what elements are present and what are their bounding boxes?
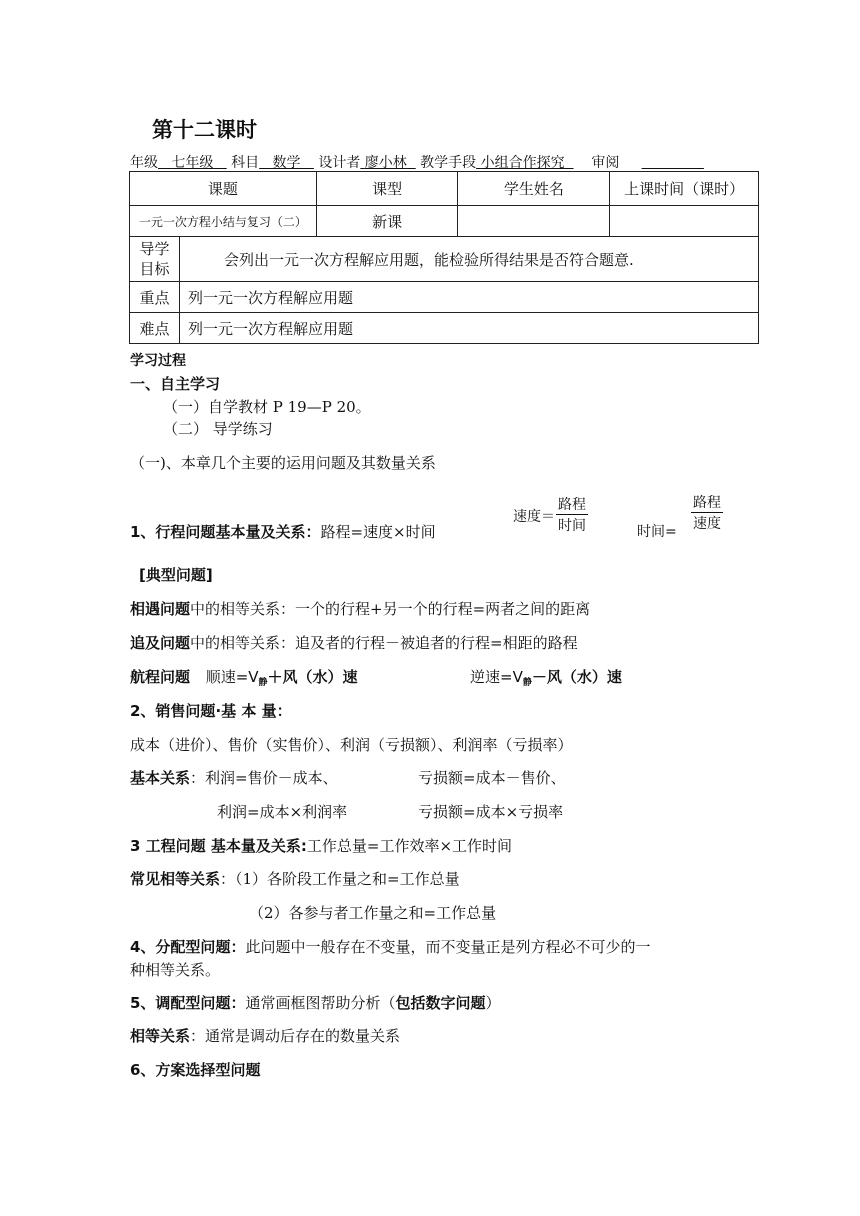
designer-value: 廖小林	[364, 155, 407, 171]
difficulty-text: 列一元一次方程解应用题	[179, 313, 758, 344]
page-title: 第十二课时	[152, 118, 257, 142]
difficulty-label: 难点	[130, 313, 180, 344]
cell-time	[610, 206, 759, 237]
speed-label: 速度＝	[513, 509, 555, 525]
chase-problem: 追及问题中的相等关系：追及者的行程－被追者的行程=相距的路程	[130, 634, 578, 652]
allocation-problem: 4、分配型问题：此问题中一般存在不变量，而不变量正是列方程必不可少的一	[130, 938, 651, 956]
travel-label: 1、行程问题基本量及关系：	[130, 523, 321, 541]
mixing-equal: 相等关系：通常是调动后存在的数量关系	[130, 1027, 401, 1045]
grade-label: 年级	[130, 155, 158, 171]
method-value: 小组合作探究	[480, 155, 565, 171]
subject-label: 科目	[231, 155, 260, 171]
sales-relation-1: 基本关系：利润=售价－成本、	[130, 769, 338, 787]
travel-problem-line	[130, 521, 436, 542]
plan-problem: 6、方案选择型问题	[130, 1061, 261, 1079]
typical-heading: [典型问题]	[139, 566, 213, 584]
travel-formula: 路程=速度×时间	[320, 523, 436, 541]
cell-type: 新课	[316, 206, 458, 237]
time-fraction	[691, 492, 723, 533]
part-heading: （一)、本章几个主要的运用问题及其数量关系	[130, 454, 436, 472]
mixing-problem: 5、调配型问题：通常画框图帮助分析（包括数字问题）	[130, 994, 501, 1012]
header-type: 课型	[316, 172, 458, 206]
key-label: 重点	[130, 282, 180, 313]
sales-relation-2: 亏损额=成本－售价、	[418, 769, 566, 787]
speed-numerator: 路程	[556, 494, 588, 515]
time-numerator: 路程	[691, 492, 723, 513]
key-row	[130, 282, 759, 313]
sales-heading: 2、销售问题·基 本 量：	[130, 702, 292, 720]
table-row	[130, 206, 759, 237]
header-time: 上课时间（课时）	[610, 172, 759, 206]
self-study-item-2: （二） 导学练习	[163, 420, 273, 438]
speed-denominator: 时间	[558, 518, 586, 534]
header-student: 学生姓名	[458, 172, 610, 206]
lesson-meta	[130, 152, 704, 172]
work-equal-1: 常见相等关系：（1）各阶段工作量之和=工作总量	[130, 870, 460, 888]
time-label: 时间=	[637, 524, 677, 540]
upstream-speed: 逆速$=V_静-$风（水）速	[470, 668, 622, 688]
sales-relation-4: 亏损额=成本×亏损率	[418, 803, 564, 821]
lesson-info-table	[129, 171, 759, 344]
process-heading: 学习过程	[130, 353, 186, 369]
section-self-study: 一、自主学习	[130, 375, 221, 393]
cell-topic: 一元一次方程小结与复习（二）	[130, 206, 317, 237]
goal-label: 导学 目标	[130, 237, 180, 282]
sales-relation-3: 利润=成本×利润率	[217, 803, 348, 821]
self-study-item-1: （一）自学教材 P 19—P 20。	[163, 398, 371, 416]
cell-student	[458, 206, 610, 237]
goal-text: 会列出一元一次方程解应用题，能检验所得结果是否符合题意.	[179, 237, 758, 282]
sail-problem: 航程问题 顺速$=V_静+$风（水）速	[130, 668, 358, 688]
time-denominator: 速度	[693, 516, 721, 532]
method-label: 教学手段	[420, 155, 477, 171]
speed-fraction	[556, 494, 588, 535]
allocation-problem-cont: 种相等关系。	[130, 961, 221, 979]
key-text: 列一元一次方程解应用题	[179, 282, 758, 313]
difficulty-row	[130, 313, 759, 344]
review-value	[642, 155, 704, 171]
grade-value: 七年级	[171, 155, 214, 171]
meet-problem: 相遇问题中的相等关系：一个的行程+另一个的行程=两者之间的距离	[130, 600, 591, 618]
subject-value: 数学	[272, 155, 301, 171]
goal-row	[130, 237, 759, 282]
work-problem: 3 工程问题 基本量及关系:工作总量=工作效率×工作时间	[130, 837, 513, 855]
table-header-row	[130, 172, 759, 206]
designer-label: 设计者	[318, 155, 361, 171]
sales-quantities: 成本（进价）、售价（实售价）、利润（亏损额）、利润率（亏损率）	[130, 736, 573, 754]
review-label: 审阅	[591, 155, 620, 171]
header-topic: 课题	[130, 172, 317, 206]
work-equal-2: （2）各参与者工作量之和=工作总量	[249, 904, 497, 922]
